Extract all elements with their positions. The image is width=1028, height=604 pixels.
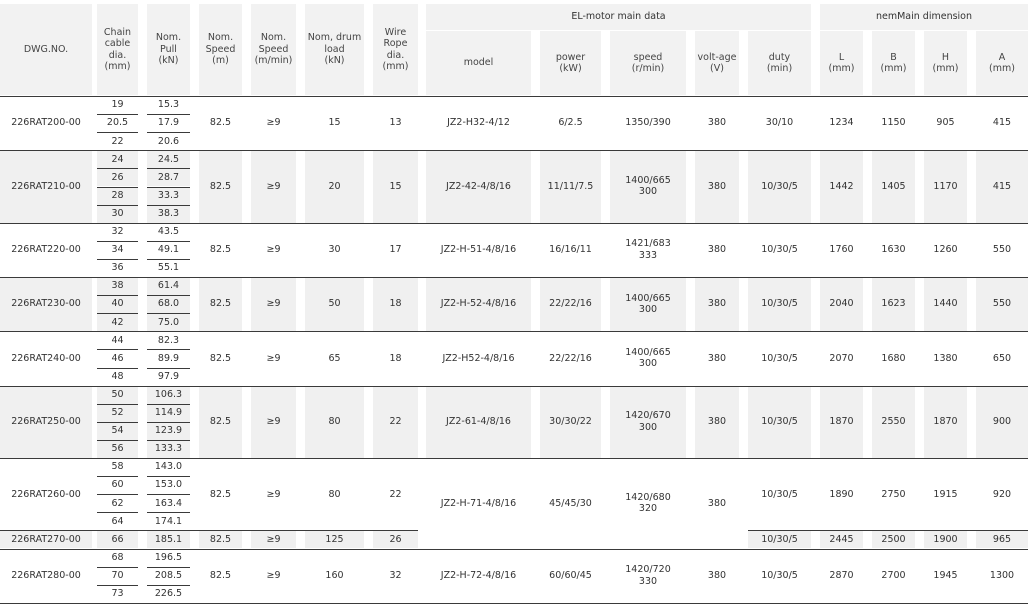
cell-model: JZ2-H32-4/12 [447,117,510,129]
cell-duty: 10/30/5 [748,386,811,458]
cell-nom-pull: 185.1 [147,530,190,548]
cell-dwg-no: 226RAT270-00 [0,530,92,548]
row-rule [147,512,190,513]
cell-l: 2445 [820,530,863,548]
cell-a: 550 [976,277,1028,331]
cell-speed-mmin: ≥9 [251,530,296,548]
cell-chain-dia: 54 [97,422,138,440]
row-rule [0,150,1028,151]
cell-dwg-no: 226RAT210-00 [0,150,92,222]
cell-duty: 10/30/5 [748,277,811,331]
cell-nom-pull: 153.0 [154,479,183,491]
cell-power: 60/60/45 [549,569,592,581]
row-rule [97,349,138,350]
cell-chain-dia: 66 [97,530,138,548]
row-rule [97,168,138,169]
cell-speed: 1420/670 300 [610,386,686,458]
cell-nom-pull: 68.0 [147,295,190,313]
cell-speed-mmin: ≥9 [266,569,281,581]
row-rule [147,422,190,423]
cell-dwg-no: 226RAT250-00 [0,386,92,458]
cell-a: 920 [992,488,1012,500]
cell-power-shared: 45/45/30 [549,497,592,509]
cell-model: JZ2-H-72-4/8/16 [440,569,517,581]
cell-drum: 80 [328,488,341,500]
row-rule [0,530,418,531]
cell-l: 1234 [829,117,854,129]
row-rule [97,259,138,260]
row-rule [97,476,138,477]
cell-nom-pull: 174.1 [154,515,183,527]
cell-chain-dia: 42 [97,313,138,331]
cell-chain-dia: 20.5 [106,117,129,129]
cell-l: 1442 [820,150,863,222]
cell-a: 965 [976,530,1028,548]
cell-a: 550 [992,244,1012,256]
cell-chain-dia: 24 [97,150,138,168]
cell-drum: 20 [305,150,364,222]
cell-dwg-no: 226RAT220-00 [11,244,81,256]
header-dwg-no: DWG.NO. [0,4,92,95]
cell-model: JZ2-H-52-4/8/16 [426,277,531,331]
header-a: A (mm) [976,31,1028,95]
cell-nom-pull: 55.1 [157,262,180,274]
row-rule [147,114,190,115]
header-nom-speed-m: Nom. Speed (m) [199,4,242,95]
row-rule [0,96,1028,97]
cell-voltage: 380 [695,150,739,222]
cell-l: 2870 [829,569,854,581]
cell-chain-dia: 58 [111,461,124,473]
row-rule [147,259,190,260]
row-rule [147,168,190,169]
cell-b: 2550 [872,386,915,458]
cell-rope: 32 [389,569,402,581]
row-rule [97,187,138,188]
cell-chain-dia: 64 [111,515,124,527]
header-chain-dia: Chain cable dia. (mm) [97,4,138,95]
cell-nom-pull: 133.3 [147,440,190,458]
header-nom-pull: Nom. Pull (kN) [147,4,190,95]
cell-model: JZ2-42-4/8/16 [426,150,531,222]
cell-nom-pull: 82.3 [157,334,180,346]
cell-speed-mmin: ≥9 [251,277,296,331]
cell-rope: 17 [389,244,402,256]
cell-chain-dia: 34 [111,244,124,256]
cell-rope: 18 [389,352,402,364]
cell-speed-m: 82.5 [209,117,232,129]
cell-speed-m: 82.5 [199,277,242,331]
cell-l: 1760 [829,244,854,256]
row-rule [0,549,1028,550]
cell-duty: 10/30/5 [761,488,798,500]
cell-a: 415 [992,117,1012,129]
cell-nom-pull: 28.7 [147,168,190,186]
row-rule [97,494,138,495]
cell-model: JZ2-61-4/8/16 [426,386,531,458]
cell-a: 900 [976,386,1028,458]
row-rule [147,368,190,369]
row-rule [0,223,1028,224]
cell-b: 2750 [881,488,906,500]
cell-rope: 13 [389,117,402,129]
cell-speed: 1420/720 330 [625,564,671,587]
row-rule [147,205,190,206]
row-rule [147,295,190,296]
cell-h: 1260 [933,244,958,256]
cell-power: 22/22/16 [540,277,601,331]
row-rule [97,368,138,369]
cell-chain-dia: 26 [97,168,138,186]
header-voltage: volt-age (V) [695,31,739,95]
cell-chain-dia: 32 [111,226,124,238]
header-model: model [426,31,531,95]
cell-h: 905 [936,117,955,129]
header-drum-load: Nom, drum load (kN) [305,4,364,95]
cell-duty: 10/30/5 [761,569,798,581]
row-rule [147,349,190,350]
cell-voltage: 380 [707,569,727,581]
cell-nom-pull: 61.4 [147,277,190,295]
row-rule [147,241,190,242]
header-nom-speed-mmin: Nom. Speed (m/min) [251,4,296,95]
cell-voltage-shared: 380 [707,497,727,509]
cell-speed-mmin: ≥9 [266,352,281,364]
cell-nom-pull: 106.3 [147,386,190,404]
cell-power: 6/2.5 [558,117,583,129]
row-rule [147,585,190,586]
row-rule [97,567,138,568]
cell-b: 1630 [881,244,906,256]
row-rule [0,386,1028,387]
header-duty: duty (min) [748,31,811,95]
cell-drum: 15 [328,117,341,129]
row-rule [97,512,138,513]
cell-a: 415 [976,150,1028,222]
cell-nom-pull: 196.5 [154,551,183,563]
cell-nom-pull: 143.0 [154,461,183,473]
cell-h: 1870 [924,386,967,458]
row-rule [0,331,1028,332]
cell-model: JZ2-H-51-4/8/16 [440,244,517,256]
cell-speed-m: 82.5 [209,488,232,500]
row-rule [97,313,138,314]
cell-h: 1170 [924,150,967,222]
header-l: L (mm) [820,31,863,95]
cell-speed-mmin: ≥9 [251,150,296,222]
cell-chain-dia: 38 [97,277,138,295]
cell-b: 1150 [881,117,906,129]
cell-nom-pull: 33.3 [147,187,190,205]
row-rule [97,585,138,586]
cell-drum: 30 [328,244,341,256]
cell-power: 30/30/22 [540,386,601,458]
cell-nom-pull: 17.9 [157,117,180,129]
row-rule [147,404,190,405]
cell-speed: 1400/665 300 [625,347,671,370]
cell-chain-dia: 44 [111,334,124,346]
cell-model: JZ2-H52-4/8/16 [442,352,515,364]
cell-chain-dia: 40 [97,295,138,313]
cell-nom-pull: 24.5 [147,150,190,168]
cell-voltage: 380 [695,386,739,458]
header-power: power (kW) [540,31,601,95]
row-rule [97,440,138,441]
cell-duty: 10/30/5 [748,150,811,222]
cell-drum: 80 [305,386,364,458]
cell-chain-dia: 50 [97,386,138,404]
cell-dwg-no: 226RAT230-00 [0,277,92,331]
cell-duty: 10/30/5 [761,352,798,364]
row-rule [97,404,138,405]
cell-dwg-no: 226RAT260-00 [11,488,81,500]
cell-nom-pull: 97.9 [157,370,180,382]
cell-model-shared: JZ2-H-71-4/8/16 [440,497,517,509]
cell-chain-dia: 30 [97,205,138,223]
row-rule [147,313,190,314]
header-h: H (mm) [924,31,967,95]
cell-b: 1680 [881,352,906,364]
cell-voltage: 380 [707,244,727,256]
cell-a: 1300 [989,569,1015,581]
row-rule [147,440,190,441]
cell-speed-shared: 1420/680 320 [625,491,671,515]
row-rule [97,205,138,206]
header-speed: speed (r/min) [610,31,686,95]
cell-rope: 26 [373,530,418,548]
row-rule [97,422,138,423]
cell-speed-mmin: ≥9 [251,386,296,458]
cell-chain-dia: 28 [97,187,138,205]
row-rule [748,530,1028,531]
cell-nom-pull: 89.9 [157,352,180,364]
cell-dwg-no: 226RAT200-00 [11,117,81,129]
cell-chain-dia: 73 [111,588,124,600]
cell-duty: 10/30/5 [761,244,798,256]
cell-speed: 1400/665 300 [610,277,686,331]
cell-speed-mmin: ≥9 [266,244,281,256]
cell-speed-m: 82.5 [199,150,242,222]
cell-nom-pull: 208.5 [154,569,183,581]
row-rule [97,132,138,133]
cell-nom-pull: 15.3 [157,99,180,111]
cell-power: 11/11/7.5 [540,150,601,222]
cell-duty: 10/30/5 [748,530,811,548]
cell-chain-dia: 48 [111,370,124,382]
cell-nom-pull: 43.5 [157,226,180,238]
cell-nom-pull: 49.1 [157,244,180,256]
cell-l: 1890 [829,488,854,500]
cell-nom-pull: 38.3 [147,205,190,223]
cell-b: 1405 [872,150,915,222]
header-wire-rope: Wire Rope dia. (mm) [373,4,418,95]
cell-speed-m: 82.5 [209,569,232,581]
cell-l: 2040 [820,277,863,331]
cell-b: 2500 [872,530,915,548]
header-b: B (mm) [872,31,915,95]
cell-h: 1380 [933,352,958,364]
cell-duty: 30/10 [765,117,794,129]
cell-nom-pull: 163.4 [154,497,183,509]
cell-l: 1870 [820,386,863,458]
cell-dwg-no: 226RAT240-00 [11,352,81,364]
cell-power: 22/22/16 [549,352,592,364]
row-rule [97,241,138,242]
row-rule [0,277,1028,278]
cell-h: 1440 [924,277,967,331]
cell-drum: 160 [325,569,344,581]
row-rule [97,114,138,115]
cell-power: 16/16/11 [549,244,592,256]
cell-voltage: 380 [695,277,739,331]
row-rule [147,187,190,188]
cell-h: 1900 [924,530,967,548]
cell-nom-pull: 123.9 [147,422,190,440]
cell-rope: 18 [373,277,418,331]
cell-dwg-no: 226RAT280-00 [11,569,81,581]
cell-nom-pull: 114.9 [147,404,190,422]
header-dimension-group: nemMain dimension [820,4,1028,30]
cell-chain-dia: 46 [111,352,124,364]
row-rule [147,567,190,568]
cell-nom-pull: 75.0 [147,313,190,331]
cell-nom-pull: 20.6 [157,135,180,147]
cell-h: 1915 [933,488,958,500]
cell-h: 1945 [933,569,958,581]
cell-speed-m: 82.5 [209,244,232,256]
cell-drum: 125 [305,530,364,548]
cell-speed-m: 82.5 [199,386,242,458]
cell-rope: 22 [389,488,402,500]
cell-speed-m: 82.5 [209,352,232,364]
cell-chain-dia: 19 [111,99,124,111]
cell-chain-dia: 60 [111,479,124,491]
cell-rope: 22 [373,386,418,458]
row-rule [0,458,1028,459]
cell-b: 2700 [881,569,906,581]
cell-speed: 1350/390 [625,117,671,129]
cell-chain-dia: 62 [111,497,124,509]
row-rule [97,295,138,296]
cell-speed-m: 82.5 [199,530,242,548]
cell-rope: 15 [373,150,418,222]
cell-voltage: 380 [707,352,727,364]
cell-chain-dia: 52 [97,404,138,422]
cell-voltage: 380 [707,117,727,129]
cell-l: 2070 [829,352,854,364]
cell-drum: 65 [328,352,341,364]
cell-chain-dia: 36 [111,262,124,274]
cell-nom-pull: 226.5 [154,588,183,600]
cell-drum: 50 [305,277,364,331]
row-rule [147,132,190,133]
row-rule [147,494,190,495]
cell-speed: 1421/683 333 [625,238,671,261]
header-motor-group: EL-motor main data [426,4,811,30]
cell-a: 650 [992,352,1012,364]
cell-chain-dia: 22 [111,135,124,147]
cell-speed-mmin: ≥9 [266,117,281,129]
cell-b: 1623 [872,277,915,331]
row-rule [147,476,190,477]
cell-chain-dia: 70 [111,569,124,581]
cell-chain-dia: 68 [111,551,124,563]
cell-speed-mmin: ≥9 [266,488,281,500]
cell-speed: 1400/665 300 [610,150,686,222]
cell-chain-dia: 56 [97,440,138,458]
